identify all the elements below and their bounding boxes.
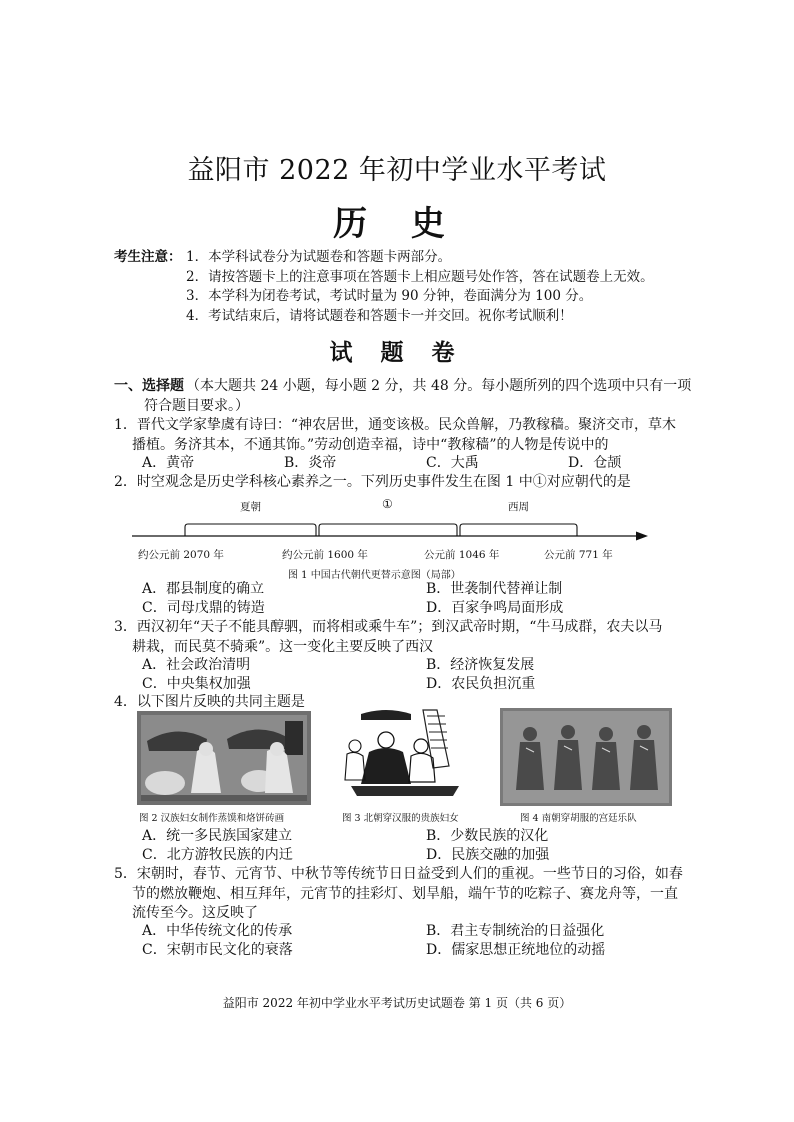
- option-d: D．儒家思想正统地位的动摇: [426, 942, 606, 958]
- figure-2-brick-painting: [137, 711, 311, 805]
- option-a: A．社会政治清明: [142, 657, 251, 673]
- notice-item: 1．本学科试卷分为试题卷和答题卡两部分。: [186, 249, 452, 265]
- page-footer: 益阳市 2022 年初中学业水平考试历史试题卷 第 1 页（共 6 页）: [222, 996, 572, 1010]
- notice-item: 2．请按答题卡上的注意事项在答题卡上相应题号处作答，答在试题卷上无效。: [186, 268, 654, 285]
- option-c: C．中央集权加强: [142, 676, 251, 692]
- question-text: 4．以下图片反映的共同主题是: [114, 694, 305, 710]
- option-c: C．宋朝市民文化的衰落: [142, 942, 293, 958]
- exam-title: 益阳市 2022 年初中学业水平考试: [187, 155, 607, 186]
- notice-item: 3．本学科为闭卷考试，考试时量为 90 分钟，卷面满分为 100 分。: [186, 288, 593, 304]
- period-label-xia: 夏朝: [240, 501, 261, 513]
- figure-4-court-band: [500, 708, 672, 806]
- option-b: B．经济恢复发展: [426, 657, 535, 673]
- figure-3-caption: 图 3 北朝穿汉服的贵族妇女: [342, 813, 459, 824]
- option-b: B．世袭制代替禅让制: [426, 581, 563, 597]
- question-text: 5．宋朝时，春节、元宵节、中秋节等传统节日日益受到人们的重视。一些节日的习俗，如春: [114, 866, 683, 882]
- option-d: D．农民负担沉重: [426, 676, 536, 692]
- part1-desc: （本大题共 24 小题，每小题 2 分，共 48 分。每小题所列的四个选项中只有一项: [186, 378, 692, 394]
- question-text: 3．西汉初年“天子不能具醇驷，而将相或乘牛车”；到汉武帝时期，“牛马成群，农夫以马: [114, 619, 663, 635]
- option-d: D．民族交融的加强: [426, 847, 550, 863]
- option-c: C．北方游牧民族的内迁: [142, 847, 293, 863]
- question-text: 流传至今。这反映了: [132, 905, 258, 921]
- subject-title: 历 史: [333, 204, 461, 244]
- option-a: A．中华传统文化的传承: [142, 923, 293, 939]
- option-b: B．君主专制统治的日益强化: [426, 923, 605, 939]
- option-b: B．少数民族的汉化: [426, 828, 549, 844]
- period-label-xizhou: 西周: [508, 501, 529, 513]
- figure-2-caption: 图 2 汉族妇女制作蒸馍和烙饼砖画: [139, 813, 285, 824]
- figure-4-caption: 图 4 南朝穿胡服的宫廷乐队: [520, 813, 637, 824]
- figure-3-noble-women: [341, 706, 481, 806]
- bracket-xia: [185, 524, 316, 536]
- notice-label: 考生注意：: [114, 249, 182, 265]
- period-label-1: ①: [382, 497, 393, 511]
- question-text: 1．晋代文学家挚虞有诗曰：“神农居世，通变该极。民众兽解，乃教稼穑。聚济交市，草木: [114, 417, 677, 433]
- dynasty-timeline: [118, 493, 678, 583]
- question-text: 耕栽，而民莫不骑乘”。这一变化主要反映了西汉: [132, 638, 434, 655]
- option-c: C．大禹: [426, 455, 479, 471]
- date-label: 公元前 771 年: [544, 549, 613, 561]
- option-d: D．仓颉: [568, 455, 622, 471]
- question-text: 节的燃放鞭炮、相互拜年，元宵节的挂彩灯、划旱船，端午节的吃粽子、赛龙舟等，一直: [132, 885, 678, 902]
- date-label: 约公元前 2070 年: [138, 549, 224, 561]
- question-text: 2．时空观念是历史学科核心素养之一。下列历史事件发生在图 1 中①对应朝代的是: [114, 474, 631, 490]
- figure-caption: 图 1 中国古代朝代更替示意图（局部）: [288, 570, 461, 581]
- option-a: A．黄帝: [142, 455, 195, 471]
- option-c: C．司母戊鼎的铸造: [142, 600, 265, 616]
- part1-desc: 符合题目要求。）: [144, 397, 249, 414]
- option-b: B．炎帝: [284, 455, 337, 471]
- notice-item: 4．考试结束后，请将试题卷和答题卡一并交回。祝你考试顺利！: [186, 307, 573, 324]
- bracket-period-1: [319, 524, 457, 536]
- part1-label: 一、选择题: [114, 378, 184, 394]
- section-title: 试 题 卷: [329, 339, 465, 366]
- bracket-xizhou: [460, 524, 577, 536]
- date-label: 约公元前 1600 年: [282, 549, 368, 561]
- option-a: A．统一多民族国家建立: [142, 828, 293, 844]
- timeline-arrow: [636, 532, 648, 541]
- date-label: 公元前 1046 年: [424, 549, 500, 561]
- option-d: D．百家争鸣局面形成: [426, 600, 564, 616]
- question-text: 播植。务济其本，不通其饰。”劳动创造幸福，诗中“教稼穑”的人物是传说中的: [132, 436, 609, 453]
- option-a: A．郡县制度的确立: [142, 581, 265, 597]
